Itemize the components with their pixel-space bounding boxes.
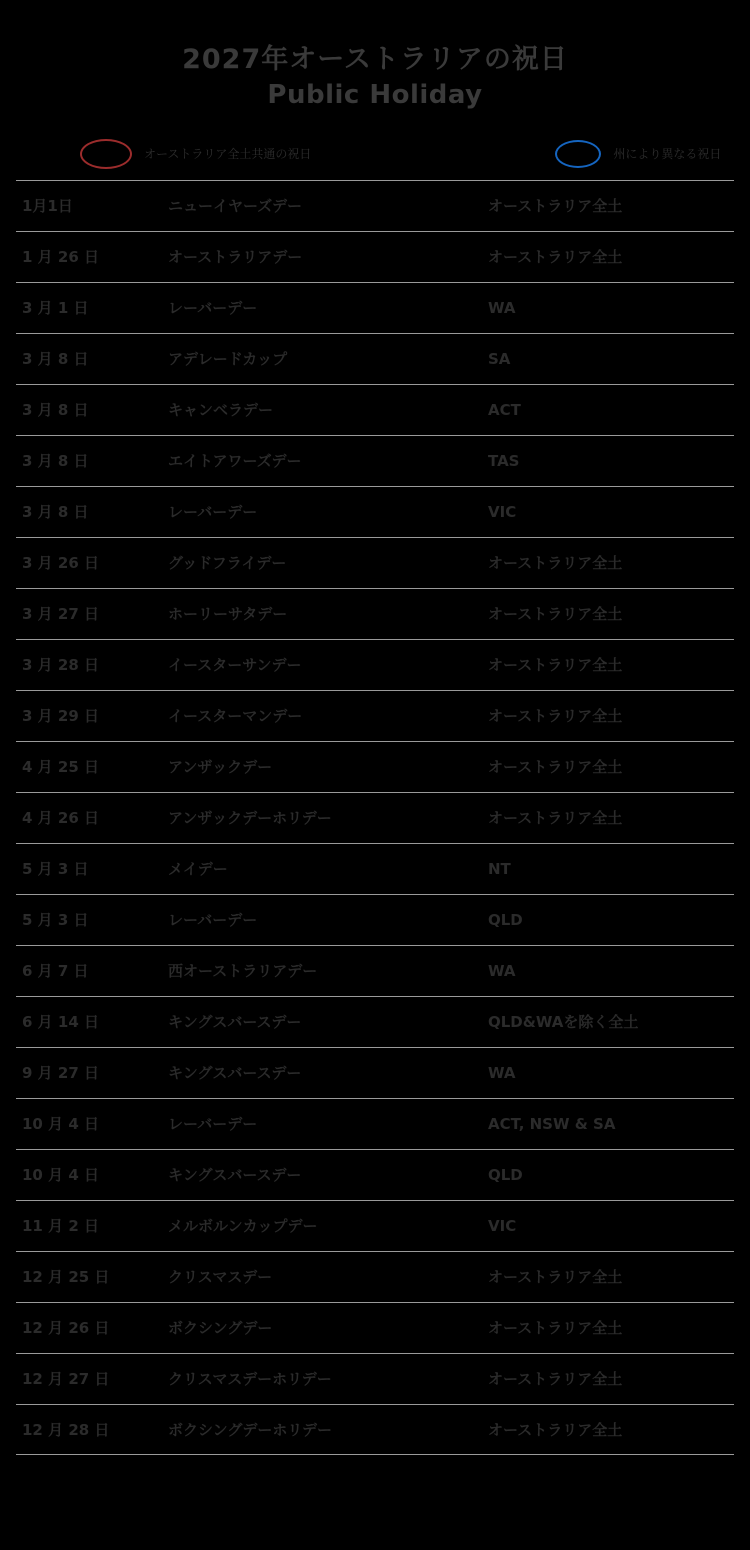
cell-holiday-name: レーバーデー (168, 911, 258, 930)
cell-holiday-name: メルボルンカップデー (168, 1217, 318, 1236)
cell-region: オーストラリア全土 (488, 1420, 623, 1439)
title-line-english: Public Holiday (267, 80, 483, 111)
table-row (16, 1098, 734, 1149)
table-row (16, 1047, 734, 1098)
cell-region: オーストラリア全土 (488, 197, 623, 216)
table-row (16, 996, 734, 1047)
cell-holiday-name: レーバーデー (168, 299, 258, 318)
cell-region: オーストラリア全土 (488, 809, 623, 828)
cell-date: 1月1日 (22, 197, 73, 216)
cell-region: QLD&WAを除く全土 (488, 1013, 639, 1032)
table-row (16, 741, 734, 792)
cell-date: 3 月 28 日 (22, 656, 99, 675)
cell-region: WA (488, 298, 516, 317)
cell-date: 4 月 25 日 (22, 758, 99, 777)
table-row (16, 1200, 734, 1251)
cell-date: 5 月 3 日 (22, 860, 89, 879)
cell-region: オーストラリア全土 (488, 1319, 623, 1338)
cell-region: ACT (488, 400, 521, 419)
cell-date: 12 月 27 日 (22, 1370, 110, 1389)
cell-region: オーストラリア全土 (488, 707, 623, 726)
cell-date: 5 月 3 日 (22, 911, 89, 930)
cell-date: 12 月 26 日 (22, 1319, 110, 1338)
cell-region: オーストラリア全土 (488, 605, 623, 624)
blue-ellipse-icon (555, 140, 601, 168)
table-row (16, 1149, 734, 1200)
cell-region: NT (488, 859, 511, 878)
cell-date: 11 月 2 日 (22, 1217, 99, 1236)
cell-region: オーストラリア全土 (488, 248, 623, 267)
cell-date: 3 月 1 日 (22, 299, 89, 318)
cell-holiday-name: ホーリーサタデー (168, 605, 288, 624)
cell-region: WA (488, 961, 516, 980)
table-row (16, 384, 734, 435)
cell-holiday-name: クリスマスデーホリデー (168, 1370, 332, 1389)
table-row (16, 843, 734, 894)
cell-region: SA (488, 349, 511, 368)
cell-holiday-name: キングスバースデー (168, 1166, 302, 1185)
cell-date: 10 月 4 日 (22, 1115, 99, 1134)
cell-region: VIC (488, 502, 517, 521)
table-row (16, 435, 734, 486)
cell-region: ACT, NSW & SA (488, 1114, 616, 1133)
cell-region: オーストラリア全土 (488, 554, 623, 573)
cell-date: 3 月 8 日 (22, 452, 89, 471)
legend-item-state (555, 140, 721, 168)
title-line-japanese: 2027年オーストラリアの祝日 (182, 44, 568, 75)
cell-holiday-name: オーストラリアデー (168, 248, 303, 267)
cell-date: 3 月 29 日 (22, 707, 99, 726)
cell-date: 9 月 27 日 (22, 1064, 99, 1083)
table-row (16, 180, 734, 231)
cell-date: 3 月 27 日 (22, 605, 99, 624)
cell-date: 3 月 26 日 (22, 554, 99, 573)
table-row (16, 1353, 734, 1404)
table-row (16, 894, 734, 945)
cell-region: オーストラリア全土 (488, 758, 623, 777)
cell-holiday-name: クリスマスデー (168, 1268, 273, 1287)
cell-region: オーストラリア全土 (488, 656, 623, 675)
legend-label-national: オーストラリア全土共通の祝日 (144, 147, 312, 162)
cell-holiday-name: イースターマンデー (168, 707, 303, 726)
cell-holiday-name: キングスバースデー (168, 1013, 302, 1032)
page-title (0, 0, 750, 114)
table-row (16, 945, 734, 996)
cell-holiday-name: メイデー (168, 860, 228, 879)
cell-region: オーストラリア全土 (488, 1268, 623, 1287)
table-row (16, 537, 734, 588)
cell-date: 3 月 8 日 (22, 401, 89, 420)
cell-holiday-name: イースターサンデー (168, 656, 302, 675)
cell-holiday-name: グッドフライデー (168, 554, 287, 573)
cell-region: QLD (488, 910, 523, 929)
cell-holiday-name: アデレードカップ (168, 350, 288, 369)
cell-date: 12 月 25 日 (22, 1268, 110, 1287)
table-row (16, 282, 734, 333)
table-row (16, 231, 734, 282)
cell-date: 1 月 26 日 (22, 248, 99, 267)
table-row (16, 486, 734, 537)
red-ellipse-icon (80, 139, 132, 169)
legend (0, 136, 750, 172)
cell-region: QLD (488, 1165, 523, 1184)
cell-holiday-name: ニューイヤーズデー (168, 197, 302, 216)
cell-holiday-name: アンザックデー (168, 758, 273, 777)
cell-region: VIC (488, 1216, 517, 1235)
cell-date: 3 月 8 日 (22, 503, 89, 522)
cell-date: 10 月 4 日 (22, 1166, 99, 1185)
cell-holiday-name: レーバーデー (168, 1115, 258, 1134)
cell-date: 12 月 28 日 (22, 1420, 110, 1439)
cell-date: 6 月 14 日 (22, 1013, 99, 1032)
table-row (16, 639, 734, 690)
cell-holiday-name: 西オーストラリアデー (168, 962, 318, 981)
cell-date: 6 月 7 日 (22, 962, 89, 981)
cell-region: オーストラリア全土 (488, 1370, 623, 1389)
legend-item-national (80, 139, 311, 169)
table-row (16, 1404, 734, 1455)
cell-holiday-name: キャンベラデー (168, 401, 274, 420)
cell-date: 3 月 8 日 (22, 350, 89, 369)
table-row (16, 690, 734, 741)
cell-date: 4 月 26 日 (22, 809, 99, 828)
table-row (16, 1302, 734, 1353)
cell-region: WA (488, 1063, 516, 1082)
cell-holiday-name: アンザックデーホリデー (168, 809, 332, 828)
legend-label-state: 州により異なる祝日 (613, 147, 722, 162)
cell-holiday-name: ボクシングデー (168, 1319, 273, 1338)
table-row (16, 333, 734, 384)
cell-region: TAS (488, 451, 520, 470)
cell-holiday-name: レーバーデー (168, 503, 258, 522)
table-row (16, 588, 734, 639)
table-row (16, 1251, 734, 1302)
cell-holiday-name: ボクシングデーホリデー (168, 1420, 333, 1439)
cell-holiday-name: キングスバースデー (168, 1064, 302, 1083)
table-row (16, 792, 734, 843)
holiday-table (0, 180, 750, 1455)
cell-holiday-name: エイトアワーズデー (168, 452, 302, 471)
